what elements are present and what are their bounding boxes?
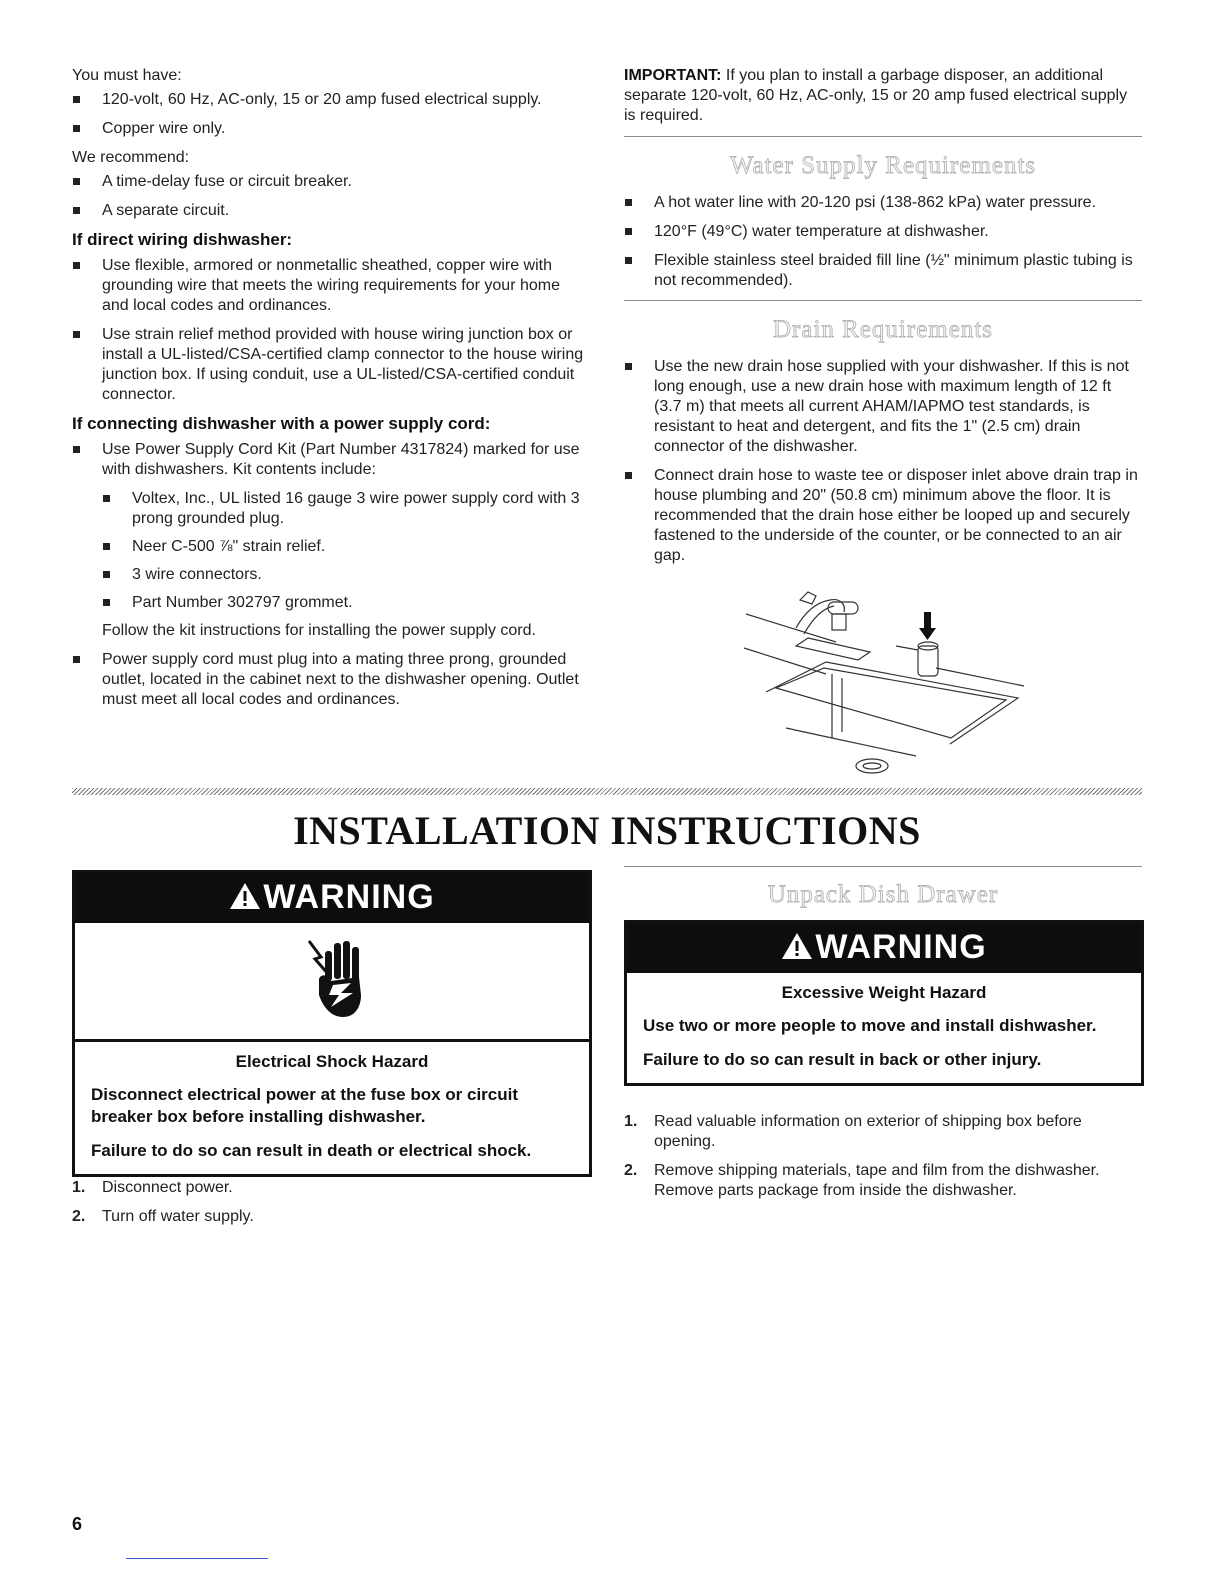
page-title: INSTALLATION INSTRUCTIONS bbox=[293, 808, 921, 853]
electric-shock-hand-icon bbox=[307, 933, 371, 1029]
list-item: Connect drain hose to waste tee or disposer inlet above drain trap in house plumbing and 20" (50.8 cm) minimum above the floor. It is recommended that the drain hose either be looped up and securely fastened to the underside of the counter, or be connected to an air gap. bbox=[624, 466, 1142, 566]
weight-warning-box bbox=[624, 920, 1144, 1086]
list-item bbox=[72, 1207, 586, 1227]
list-item: A separate circuit. bbox=[72, 201, 588, 221]
kit-contents-list bbox=[102, 489, 588, 613]
right-steps bbox=[624, 1112, 1138, 1210]
list-item: Neer C-500 ⅞" strain relief. bbox=[102, 537, 588, 557]
footer-line bbox=[126, 1558, 268, 1559]
left-steps bbox=[72, 1178, 586, 1236]
hazard-instruction: Use two or more people to move and install dishwasher. bbox=[643, 1016, 1097, 1035]
section-divider bbox=[624, 300, 1142, 301]
icon-area bbox=[75, 923, 589, 1042]
important-label: IMPORTANT: bbox=[624, 67, 722, 84]
power-cord-heading: If connecting dishwasher with a power supply cord: bbox=[72, 414, 491, 433]
list-item bbox=[72, 440, 588, 641]
step-text: Read valuable information on exterior of shipping box before opening. bbox=[654, 1113, 1082, 1150]
hazard-title: Excessive Weight Hazard bbox=[781, 983, 987, 1002]
warning-banner bbox=[75, 873, 589, 923]
list-item: Part Number 302797 grommet. bbox=[102, 593, 588, 613]
list-item: 120-volt, 60 Hz, AC-only, 15 or 20 amp fused electrical supply. bbox=[72, 90, 588, 110]
hazard-consequence: Failure to do so can result in death or electrical shock. bbox=[91, 1141, 532, 1160]
hazard-consequence: Failure to do so can result in back or other injury. bbox=[643, 1050, 1042, 1069]
list-item: 3 wire connectors. bbox=[102, 565, 588, 585]
step-number: 2. bbox=[72, 1208, 86, 1225]
list-item bbox=[72, 1178, 586, 1198]
direct-wiring-heading: If direct wiring dishwasher: bbox=[72, 230, 293, 249]
list-item: 120°F (49°C) water temperature at dishwasher. bbox=[624, 222, 1142, 242]
drain-heading: Drain Requirements bbox=[772, 316, 994, 343]
warning-triangle-icon bbox=[781, 932, 813, 960]
warning-label: WARNING bbox=[263, 878, 435, 916]
must-have-intro: You must have: bbox=[72, 67, 182, 84]
warning-banner bbox=[627, 923, 1141, 973]
unpack-heading: Unpack Dish Drawer bbox=[767, 881, 999, 908]
step-number: 1. bbox=[624, 1113, 638, 1130]
step-text: Turn off water supply. bbox=[102, 1208, 254, 1225]
step-number: 1. bbox=[72, 1179, 86, 1196]
list-item bbox=[624, 1112, 1138, 1152]
list-item: Copper wire only. bbox=[72, 119, 588, 139]
water-supply-list bbox=[624, 193, 1142, 291]
list-item: Use flexible, armored or nonmetallic sheathed, copper wire with grounding wire that meets the wiring requirements for your home and local codes and ordinances. bbox=[72, 256, 588, 316]
warning-triangle-icon bbox=[229, 882, 261, 910]
right-column bbox=[624, 66, 1142, 575]
list-item: Use strain relief method provided with house wiring junction box or install a UL-listed/CSA-certified clamp connector to the house wiring junction box. If using conduit, use a UL-listed/CSA-certified conduit connector. bbox=[72, 325, 588, 405]
list-item bbox=[624, 1161, 1138, 1201]
step-number: 2. bbox=[624, 1162, 638, 1179]
cord-kit-text: Use Power Supply Cord Kit (Part Number 4317824) marked for use with dishwashers. Kit contents include: bbox=[102, 441, 580, 478]
important-text: If you plan to install a garbage disposer, an additional separate 120-volt, 60 Hz, AC-only, 15 or 20 amp fused electrical supply is required. bbox=[624, 67, 1128, 124]
page-number: 6 bbox=[72, 1514, 83, 1534]
direct-wiring-list bbox=[72, 256, 588, 405]
sink-drain-illustration bbox=[736, 588, 1036, 780]
step-text: Remove shipping materials, tape and film from the dishwasher. Remove parts package from inside the dishwasher. bbox=[654, 1162, 1100, 1199]
list-item: Voltex, Inc., UL listed 16 gauge 3 wire power supply cord with 3 prong grounded plug. bbox=[102, 489, 588, 529]
list-item: Power supply cord must plug into a mating three prong, grounded outlet, located in the cabinet next to the dishwasher opening. Outlet must meet all local codes and ordinances. bbox=[72, 650, 588, 710]
water-supply-heading: Water Supply Requirements bbox=[729, 152, 1037, 179]
power-cord-list bbox=[72, 440, 588, 710]
warning-label: WARNING bbox=[815, 928, 987, 966]
section-divider bbox=[624, 136, 1142, 137]
list-item: A time-delay fuse or circuit breaker. bbox=[72, 172, 588, 192]
recommend-intro: We recommend: bbox=[72, 149, 190, 166]
electrical-warning-box bbox=[72, 870, 592, 1177]
kit-follow-text: Follow the kit instructions for installing the power supply cord. bbox=[102, 622, 536, 639]
step-text: Disconnect power. bbox=[102, 1179, 233, 1196]
list-item: Use the new drain hose supplied with your dishwasher. If this is not long enough, use a new drain hose with maximum length of 12 ft (3.7 m) that meets all current AHAM/IAPMO test standards, is resistant to heat and detergent, and fits the 1" (2.5 cm) drain connector of the dishwasher. bbox=[624, 357, 1142, 457]
must-have-list bbox=[72, 90, 588, 139]
important-note bbox=[624, 66, 1142, 126]
recommend-list bbox=[72, 172, 588, 221]
drain-list bbox=[624, 357, 1142, 566]
list-item: Flexible stainless steel braided fill line (½" minimum plastic tubing is not recommended). bbox=[624, 251, 1142, 291]
section-divider bbox=[624, 866, 1142, 867]
left-column bbox=[72, 66, 588, 719]
list-item: A hot water line with 20-120 psi (138-862 kPa) water pressure. bbox=[624, 193, 1142, 213]
hazard-instruction: Disconnect electrical power at the fuse box or circuit breaker box before installing dishwasher. bbox=[91, 1085, 519, 1126]
hazard-title: Electrical Shock Hazard bbox=[235, 1052, 429, 1071]
section-separator bbox=[72, 788, 1142, 795]
